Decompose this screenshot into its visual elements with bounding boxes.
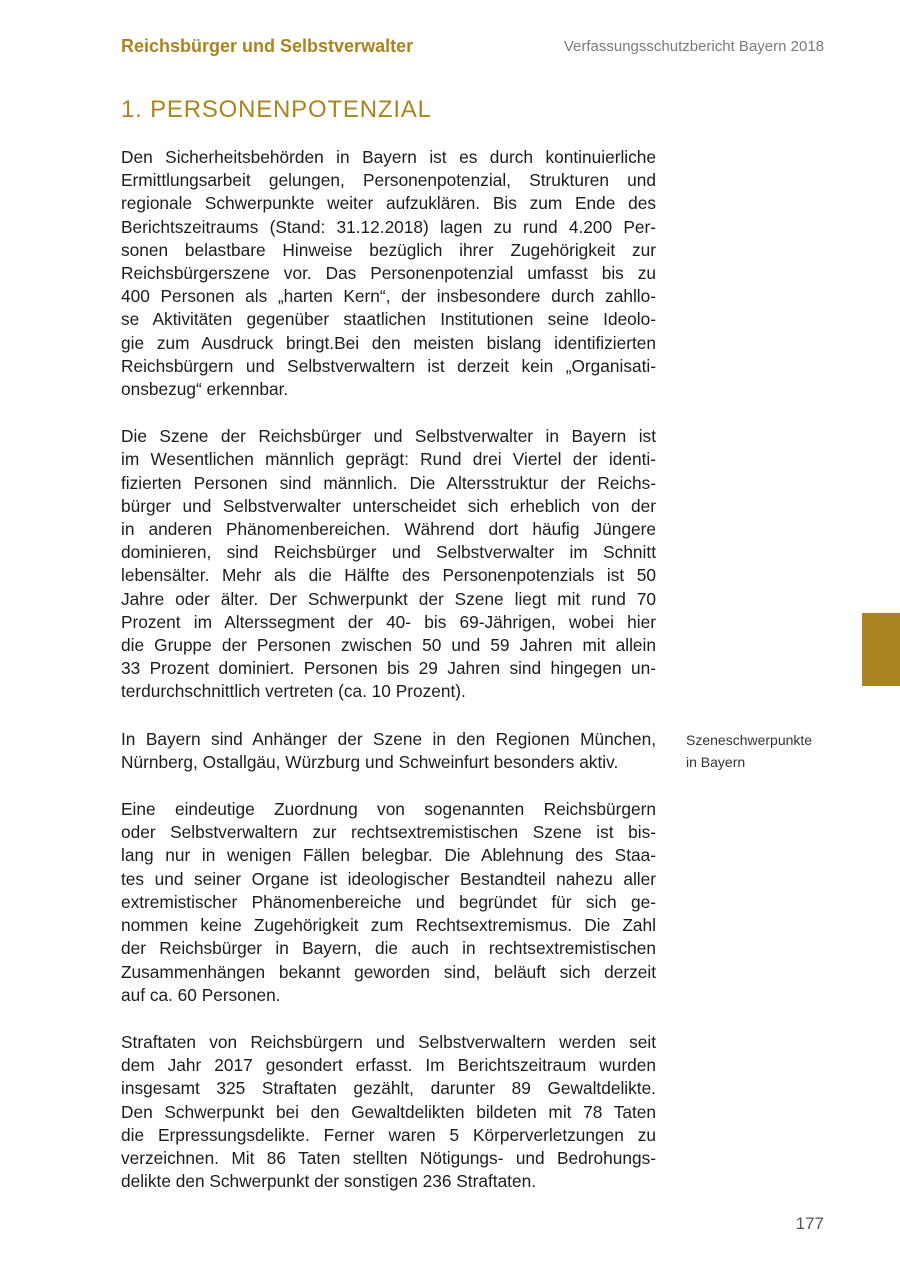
text-line: insgesamt 325 Straftaten gezählt, darunter 89 Gewaltdelikte. (121, 1078, 656, 1099)
margin-note (686, 729, 812, 773)
text-line: Die Szene der Reichsbürger und Selbstverwalter in Bayern ist (121, 426, 656, 447)
text-line: Reichsbürgern und Selbstverwaltern ist derzeit kein „Organisati- (121, 355, 656, 376)
text-line: 400 Personen als „harten Kern“, der insbesondere durch zahllo- (121, 286, 656, 307)
text-line: in anderen Phänomenbereichen. Während dort häufig Jüngere (121, 519, 656, 540)
text-line: Reichsbürgerszene vor. Das Personenpotenzial umfasst bis zu (121, 263, 656, 284)
body-paragraph (121, 1031, 656, 1193)
text-line: die Erpressungsdelikte. Ferner waren 5 Körperverletzungen zu (121, 1124, 656, 1145)
running-header-publication: Verfassungsschutzbericht Bayern 2018 (563, 38, 824, 55)
body-paragraph (121, 728, 656, 774)
text-line: Jahre oder älter. Der Schwerpunkt der Szene liegt mit rund 70 (121, 588, 656, 609)
text-line: regionale Schwerpunkte weiter aufzuklären. Bis zum Ende des (121, 193, 656, 214)
chapter-tab-marker (862, 613, 900, 686)
body-paragraph (121, 146, 656, 401)
text-line: Ermittlungsarbeit gelungen, Personenpotenzial, Strukturen und (121, 170, 656, 191)
text-line: Den Sicherheitsbehörden in Bayern ist es durch kontinuierliche (121, 147, 656, 167)
text-line: Eine eindeutige Zuordnung von sogenannten Reichsbürgern (121, 799, 656, 820)
body-text (121, 146, 656, 1217)
text-line: Prozent im Alterssegment der 40- bis 69-Jährigen, wobei hier (121, 611, 656, 632)
margin-note-line: in Bayern (686, 754, 746, 770)
text-line: se Aktivitäten gegenüber staatlichen Institutionen seine Ideolo- (121, 309, 656, 330)
text-line: Straftaten von Reichsbürgern und Selbstverwaltern werden seit (121, 1031, 656, 1052)
text-line: terdurchschnittlich vertreten (ca. 10 Prozent). (121, 681, 466, 702)
text-line: oder Selbstverwaltern zur rechtsextremistischen Szene ist bis- (121, 822, 656, 843)
text-line: delikte den Schwerpunkt der sonstigen 236 Straftaten. (121, 1171, 537, 1192)
text-line: auf ca. 60 Personen. (121, 984, 281, 1005)
text-line: der Reichsbürger in Bayern, die auch in rechtsextremistischen (121, 938, 656, 959)
margin-note-line: Szeneschwerpunkte (686, 732, 813, 748)
text-line: die Gruppe der Personen zwischen 50 und 59 Jahren mit allein (121, 635, 656, 656)
text-line: In Bayern sind Anhänger der Szene in den Regionen München, (121, 728, 656, 749)
text-line: Den Schwerpunkt bei den Gewaltdelikten bildeten mit 78 Taten (121, 1101, 656, 1122)
running-header-chapter: Reichsbürger und Selbstverwalter (121, 36, 414, 56)
text-line: extremistischer Phänomenbereiche und begründet für sich ge- (121, 891, 656, 912)
section-title: 1. PERSONENPOTENZIAL (121, 96, 432, 123)
text-line: sonen belastbare Hinweise bezüglich ihrer Zugehörigkeit zur (121, 239, 656, 260)
text-line: Nürnberg, Ostallgäu, Würzburg und Schweinfurt besonders aktiv. (121, 751, 619, 772)
text-line: Berichtszeitraums (Stand: 31.12.2018) lagen zu rund 4.200 Per- (121, 216, 656, 237)
page-number: 177 (795, 1214, 824, 1233)
body-paragraph (121, 798, 656, 1007)
text-line: 33 Prozent dominiert. Personen bis 29 Jahren sind hingegen un- (121, 658, 656, 679)
text-line: lebensälter. Mehr als die Hälfte des Personenpotenzials ist 50 (121, 565, 656, 586)
body-paragraph (121, 425, 656, 703)
text-line: bürger und Selbstverwalter unterscheidet sich erheblich von der (121, 495, 656, 516)
text-line: tes und seiner Organe ist ideologischer Bestandteil nahezu aller (121, 868, 656, 889)
text-line: onsbezug“ erkennbar. (121, 379, 289, 400)
text-line: fizierten Personen sind männlich. Die Altersstruktur der Reichs- (121, 472, 656, 493)
text-line: nommen keine Zugehörigkeit zum Rechtsextremismus. Die Zahl (121, 915, 656, 936)
text-line: dominieren, sind Reichsbürger und Selbstverwalter im Schnitt (121, 542, 656, 563)
text-line: gie zum Ausdruck bringt.Bei den meisten bislang identifizierten (121, 332, 656, 353)
text-line: dem Jahr 2017 gesondert erfasst. Im Berichtszeitraum wurden (121, 1055, 656, 1076)
text-line: Zusammenhängen bekannt geworden sind, beläuft sich derzeit (121, 961, 656, 982)
text-line: im Wesentlichen männlich geprägt: Rund drei Viertel der identi- (121, 449, 656, 470)
text-line: verzeichnen. Mit 86 Taten stellten Nötigungs- und Bedrohungs- (121, 1147, 656, 1168)
text-line: lang nur in wenigen Fällen belegbar. Die Ablehnung des Staa- (121, 845, 656, 866)
